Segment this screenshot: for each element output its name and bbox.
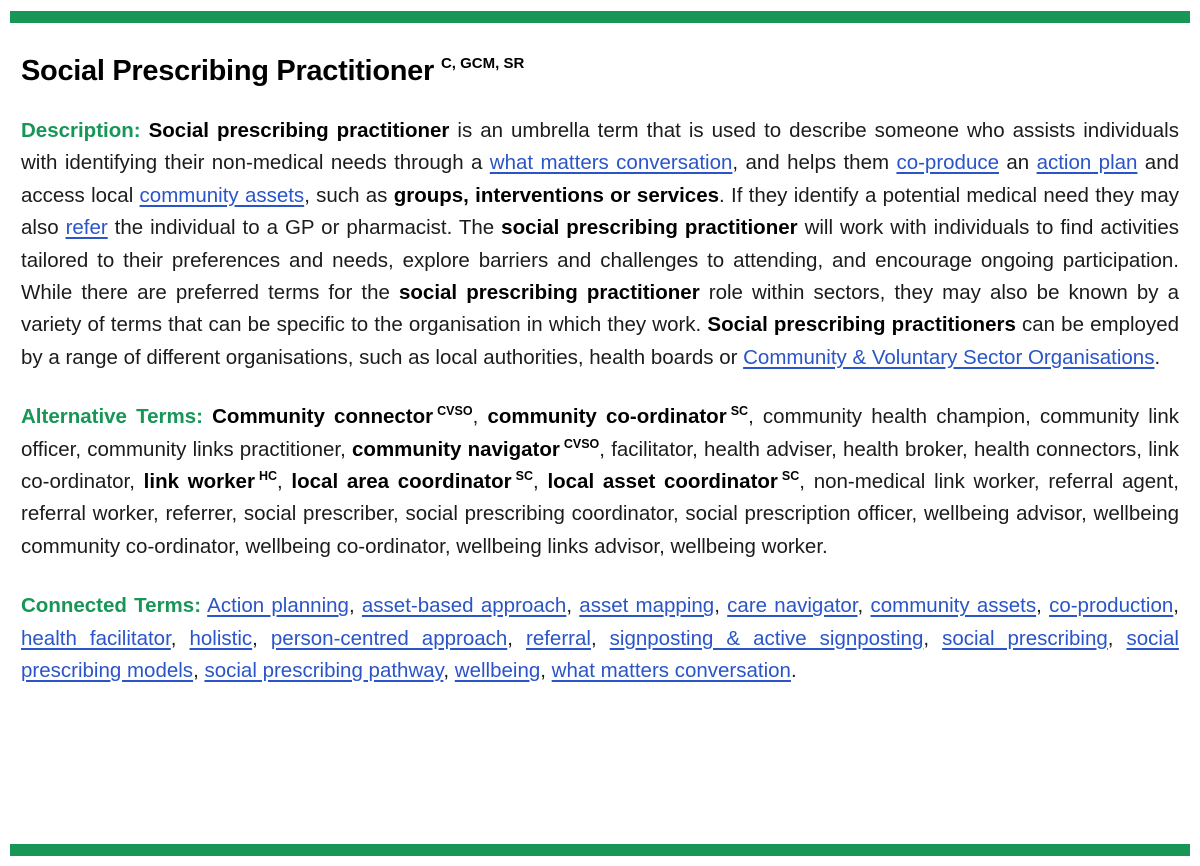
sector-superscript-tag: SC [781, 469, 800, 484]
connected-terms-label: Connected Terms: [21, 594, 202, 618]
section-connected-terms [21, 590, 1179, 687]
bold-term: groups, interventions or services [393, 183, 720, 207]
text-run: , [472, 405, 488, 429]
sector-superscript-tag: HC [258, 469, 277, 484]
text-run: the individual to a GP or pharmacist. The [107, 216, 502, 240]
text-run: , [714, 594, 728, 618]
inline-link[interactable]: person-centred approach [270, 626, 508, 650]
text-run: , [443, 659, 455, 683]
text-run: , [193, 659, 205, 683]
inline-link[interactable]: social prescribing [942, 626, 1108, 650]
text-run: , [540, 659, 552, 683]
text-run: , non-medical link worker, referral agent, referral worker, referrer, social prescriber, social prescribing coordinator, social prescription officer, wellbeing advisor, wellbeing community co-ordinator, wellbeing co-ordinator, wellbeing links advisor, wellbeing worker. [21, 470, 1179, 558]
text-run: , [590, 626, 610, 650]
inline-link[interactable]: what matters conversation [489, 151, 733, 175]
text-run: . If they identify a potential medical need they may also [21, 183, 1179, 240]
inline-link[interactable]: refer [65, 216, 108, 240]
alternative-terms-label: Alternative Terms: [21, 405, 203, 429]
inline-link[interactable]: what matters conversation [551, 659, 791, 683]
bold-term: Social prescribing practitioners [707, 313, 1016, 337]
text-run: role within sectors, they may also be known by a variety of terms that can be specific to the organisation in which they work. [21, 281, 1180, 337]
inline-link[interactable]: asset mapping [579, 594, 715, 618]
text-run: , [1173, 594, 1179, 618]
bold-term: social prescribing practitioner [399, 281, 700, 305]
inline-link[interactable]: referral [526, 626, 591, 650]
inline-link[interactable]: asset-based approach [361, 594, 567, 618]
bold-term: Social prescribing practitioner [148, 119, 450, 142]
text-run: , [857, 594, 871, 618]
text-run: , [507, 626, 526, 650]
inline-link[interactable]: social prescribing pathway [204, 659, 444, 683]
inline-link[interactable]: action plan [1036, 151, 1138, 175]
text-run: , [170, 626, 190, 650]
inline-link[interactable]: co-produce [896, 151, 999, 175]
bold-term: local area coordinator [291, 470, 512, 494]
text-run: , [348, 594, 362, 618]
inline-link[interactable]: signposting & active signposting [609, 626, 924, 650]
sector-superscript-tag: CVSO [437, 404, 473, 419]
bottom-divider-bar [10, 844, 1190, 856]
text-run: and access local [21, 151, 1180, 207]
sector-superscript-tag: CVSO [563, 436, 600, 451]
bold-term: Community connector [212, 405, 434, 429]
text-run: . [790, 659, 797, 683]
text-run: , [252, 626, 271, 650]
text-run: , facilitator, health adviser, health broker, health connectors, link co-ordinator, [21, 437, 1179, 494]
bold-term: social prescribing practitioner [501, 216, 798, 240]
bold-term: local asset coordinator [547, 470, 778, 494]
text-run: , such as [304, 183, 394, 207]
text-run: , [923, 626, 943, 650]
bold-term: link worker [143, 470, 255, 494]
inline-link[interactable]: co-production [1049, 594, 1174, 618]
inline-link[interactable]: social prescribing models [21, 626, 1179, 683]
inline-link[interactable]: holistic [189, 626, 253, 650]
page-title [21, 55, 1179, 88]
inline-link[interactable]: care navigator [727, 594, 858, 618]
section-description [21, 115, 1179, 374]
page-content [21, 0, 1179, 688]
inline-link[interactable]: wellbeing [454, 659, 541, 683]
text-run: is an umbrella term that is used to describe someone who assists individuals with identifying their non-medical needs through a [21, 119, 1179, 175]
description-body [21, 119, 1179, 369]
text-run: , community health champion, community link officer, community links practitioner, [21, 405, 1179, 461]
bold-term: community co-ordinator [487, 405, 727, 429]
text-run: . [1154, 345, 1161, 369]
text-run: , [1107, 626, 1127, 650]
text-run: , and helps them [732, 151, 897, 175]
bold-term: community navigator [352, 437, 560, 461]
text-run: an [999, 151, 1037, 175]
inline-link[interactable]: community assets [870, 594, 1037, 618]
text-run: , [1036, 594, 1050, 618]
text-run: , [533, 470, 548, 494]
title-superscript: C, GCM, SR [440, 55, 525, 72]
inline-link[interactable]: Community & Voluntary Sector Organisations [743, 345, 1155, 369]
text-run: will work with individuals to find activities tailored to their preferences and needs, explore barriers and challenges to attending, and encourage ongoing participation. While there are preferred terms for the [21, 216, 1179, 305]
text-run: can be employed by a range of different organisations, such as local authorities, health boards or [21, 313, 1180, 369]
sector-superscript-tag: SC [515, 469, 534, 484]
section-alternative-terms [21, 401, 1179, 563]
inline-link[interactable]: community assets [139, 183, 305, 207]
text-run: , [277, 470, 292, 494]
page-title-text: Social Prescribing Practitioner [21, 55, 434, 87]
inline-link[interactable]: Action planning [207, 594, 349, 618]
inline-link[interactable]: health facilitator [21, 626, 171, 650]
description-label: Description: [21, 119, 141, 142]
sector-superscript-tag: SC [730, 404, 749, 419]
text-run: , [566, 594, 580, 618]
